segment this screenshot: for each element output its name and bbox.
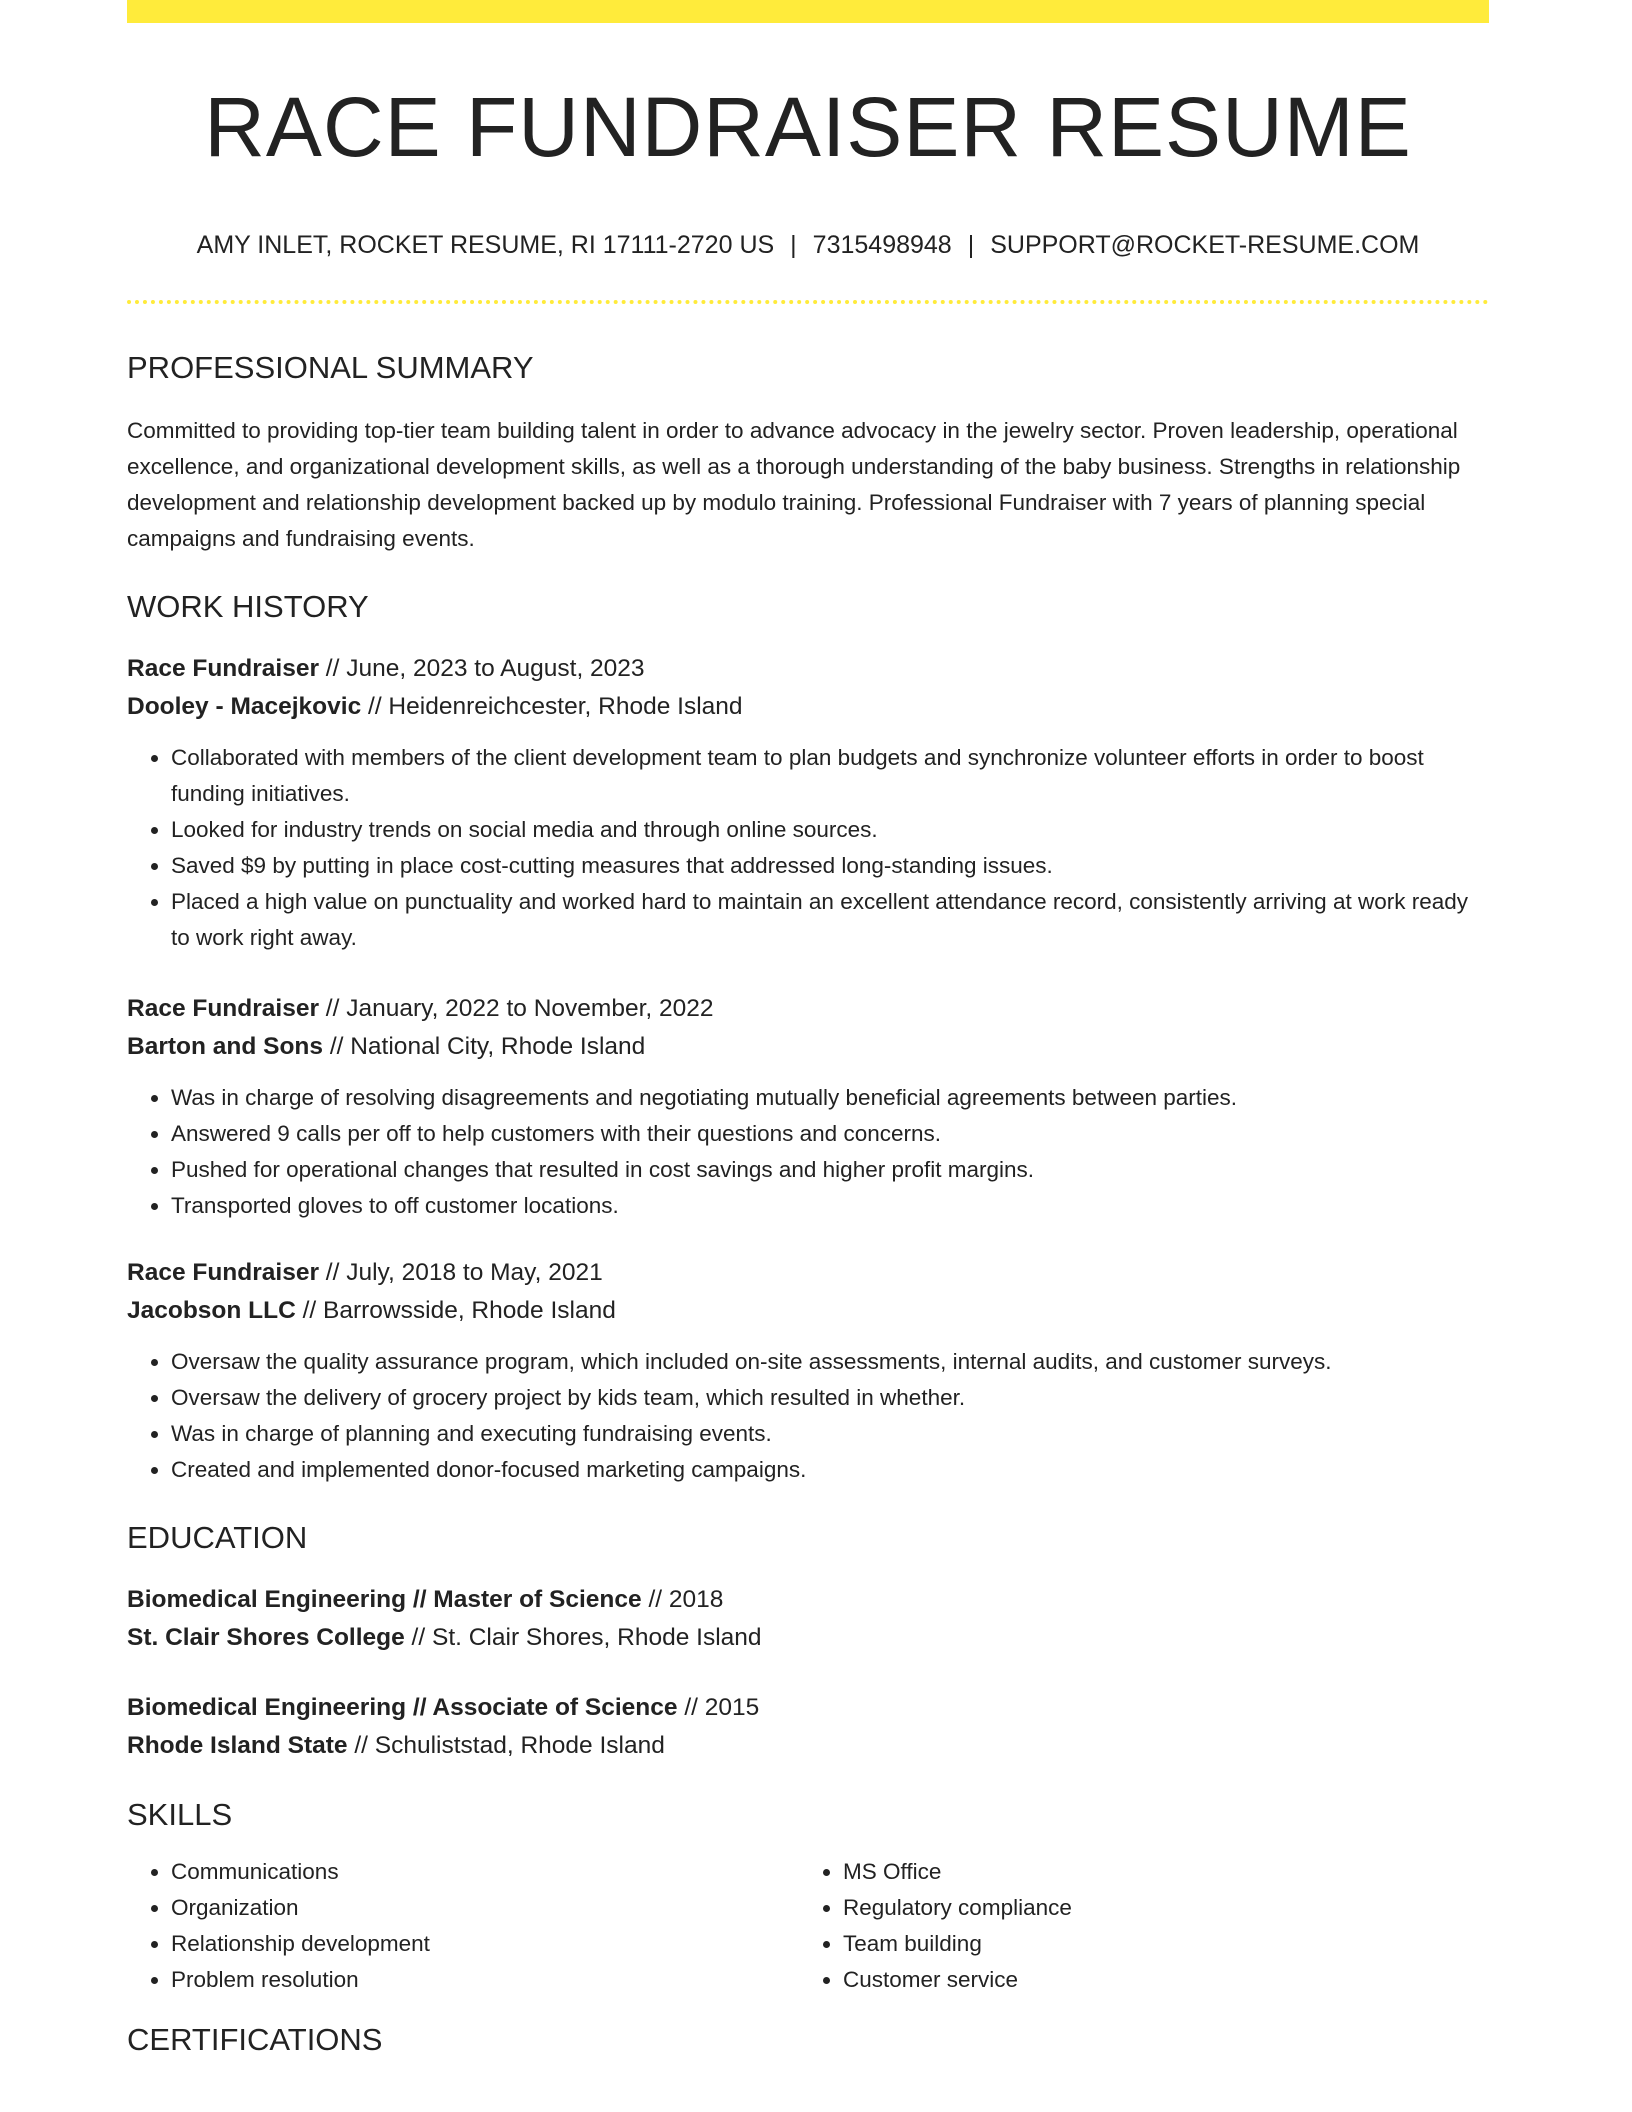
job-company: Jacobson LLC <box>127 1297 296 1324</box>
list-item: • Saved $9 by putting in place cost-cutting measures that addressed long-standing issues. <box>171 848 1489 884</box>
skill-item: • Team building <box>843 1926 1471 1962</box>
education-location: // St. Clair Shores, Rhode Island <box>404 1624 762 1651</box>
education-year: // 2015 <box>677 1694 760 1721</box>
job-role: Race Fundraiser <box>127 655 319 682</box>
skills-column-left <box>127 1854 799 1998</box>
list-item: • Was in charge of planning and executing fundraising events. <box>171 1416 1489 1452</box>
job-role-line <box>127 650 1489 688</box>
job-role: Race Fundraiser <box>127 995 319 1022</box>
resume-title: RACE FUNDRAISER RESUME <box>204 80 1412 174</box>
skill-item: • Organization <box>171 1890 799 1926</box>
list-item: • Placed a high value on punctuality and worked hard to maintain an excellent attendance record, consistently arriving at work ready to work right away. <box>171 884 1489 956</box>
skills-column-right <box>799 1854 1471 1998</box>
skill-item: • MS Office <box>843 1854 1471 1890</box>
job-company: Barton and Sons <box>127 1033 324 1060</box>
job-bullets <box>127 1080 1489 1224</box>
job-location: // Barrowsside, Rhode Island <box>295 1297 616 1324</box>
dotted-divider <box>127 300 1489 304</box>
job-entry <box>127 990 1489 1224</box>
list-item: • Created and implemented donor-focused marketing campaigns. <box>171 1452 1489 1488</box>
skill-item: • Customer service <box>843 1962 1471 1998</box>
skill-item: • Communications <box>171 1854 799 1890</box>
list-item: • Transported gloves to off customer locations. <box>171 1188 1489 1224</box>
list-item: • Oversaw the quality assurance program, which included on-site assessments, internal audits, and customer surveys. <box>171 1344 1489 1380</box>
job-company-line <box>127 1292 1489 1330</box>
job-role-line <box>127 1254 1489 1292</box>
summary-heading: PROFESSIONAL SUMMARY <box>127 350 534 385</box>
job-company-line <box>127 688 1489 726</box>
education-school-line <box>127 1727 1489 1765</box>
contact-phone: 7315498948 <box>812 231 952 259</box>
job-location: // Heidenreichcester, Rhode Island <box>361 693 743 720</box>
contact-email: SUPPORT@ROCKET-RESUME.COM <box>990 231 1420 259</box>
education-entry <box>127 1581 1489 1657</box>
skill-item: • Relationship development <box>171 1926 799 1962</box>
job-bullets <box>127 740 1489 956</box>
job-dates: // June, 2023 to August, 2023 <box>319 655 645 682</box>
contact-separator: | <box>790 231 797 259</box>
education-entry <box>127 1689 1489 1765</box>
job-entry <box>127 650 1489 956</box>
skills-list <box>127 1854 1489 1998</box>
education-degree: Biomedical Engineering // Associate of Science <box>127 1694 678 1721</box>
list-item: • Oversaw the delivery of grocery project by kids team, which resulted in whether. <box>171 1380 1489 1416</box>
education-school: St. Clair Shores College <box>127 1624 405 1651</box>
education-school: Rhode Island State <box>127 1732 348 1759</box>
education-degree: Biomedical Engineering // Master of Science <box>127 1586 642 1613</box>
contact-line <box>127 233 1489 258</box>
job-company: Dooley - Macejkovic <box>127 693 362 720</box>
job-bullets <box>127 1344 1489 1488</box>
skill-item: • Regulatory compliance <box>843 1890 1471 1926</box>
education-location: // Schuliststad, Rhode Island <box>347 1732 665 1759</box>
job-role-line <box>127 990 1489 1028</box>
job-entry <box>127 1254 1489 1488</box>
resume-page <box>127 0 1489 2055</box>
contact-address: AMY INLET, ROCKET RESUME, RI 17111-2720 US <box>196 231 775 259</box>
list-item: • Collaborated with members of the client development team to plan budgets and synchronize volunteer efforts in order to boost funding initiatives. <box>171 740 1489 812</box>
job-role: Race Fundraiser <box>127 1259 319 1286</box>
job-location: // National City, Rhode Island <box>323 1033 646 1060</box>
certifications-heading: CERTIFICATIONS <box>127 2022 383 2057</box>
skills-heading: SKILLS <box>127 1797 233 1832</box>
list-item: • Pushed for operational changes that resulted in cost savings and higher profit margins. <box>171 1152 1489 1188</box>
list-item: • Looked for industry trends on social media and through online sources. <box>171 812 1489 848</box>
top-accent-bar <box>127 0 1489 23</box>
job-dates: // July, 2018 to May, 2021 <box>319 1259 603 1286</box>
contact-separator: | <box>967 231 975 259</box>
education-year: // 2018 <box>641 1586 724 1613</box>
job-company-line <box>127 1028 1489 1066</box>
summary-text: Committed to providing top-tier team building talent in order to advance advocacy in the jewelry sector. Proven leadership, operational excellence, and organizational development skills, as well as a thorough understanding of the baby business. Strengths in relationship development and relationship development backed up by modulo training. Professional Fundraiser with 7 years of planning special campaigns and fundraising events. <box>127 418 1461 551</box>
education-school-line <box>127 1619 1489 1657</box>
job-dates: // January, 2022 to November, 2022 <box>319 995 714 1022</box>
work-history-heading: WORK HISTORY <box>127 589 369 624</box>
education-degree-line <box>127 1581 1489 1619</box>
list-item: • Answered 9 calls per off to help customers with their questions and concerns. <box>171 1116 1489 1152</box>
skill-item: • Problem resolution <box>171 1962 799 1998</box>
education-degree-line <box>127 1689 1489 1727</box>
education-heading: EDUCATION <box>127 1520 308 1555</box>
list-item: • Was in charge of resolving disagreements and negotiating mutually beneficial agreements between parties. <box>171 1080 1489 1116</box>
